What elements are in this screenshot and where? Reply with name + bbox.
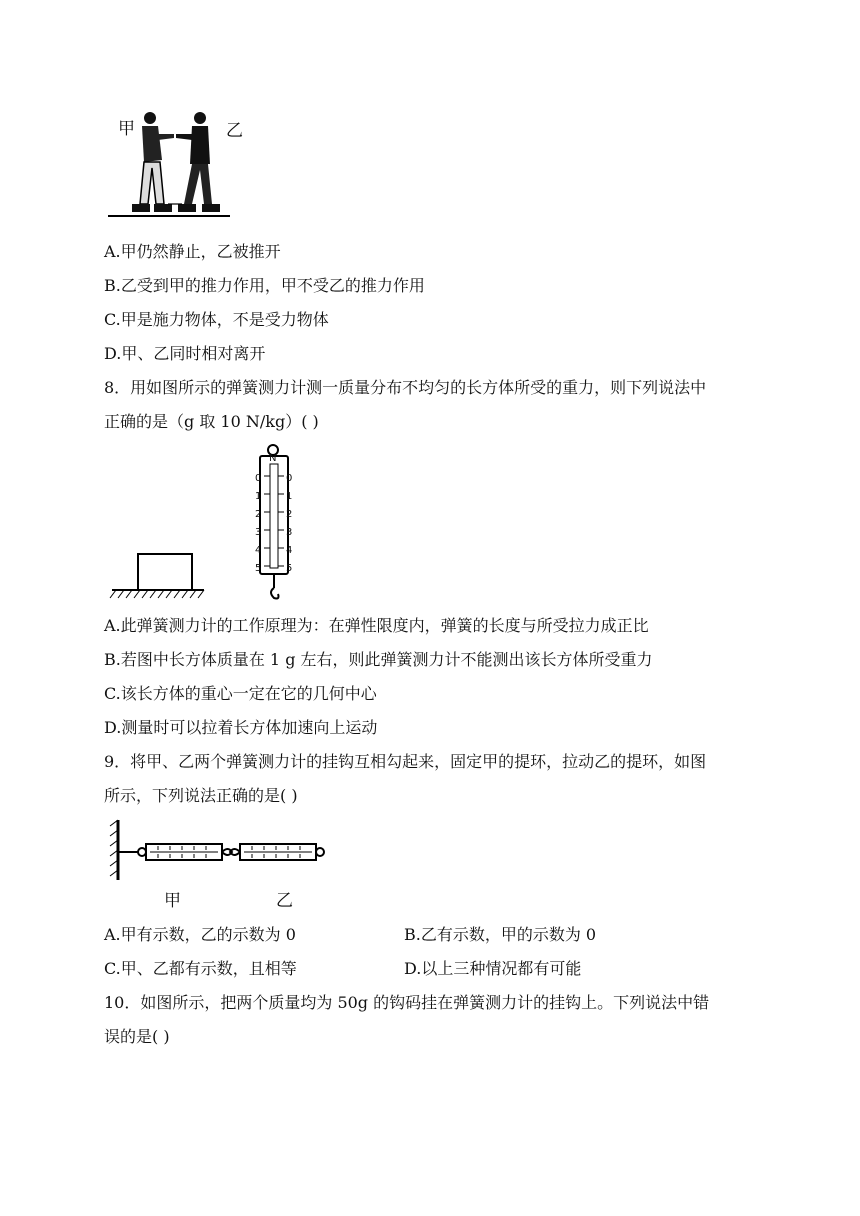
q8-option-a: A.此弹簧测力计的工作原理为：在弹性限度内，弹簧的长度与所受拉力成正比 bbox=[104, 616, 649, 635]
figure-q7-pushing bbox=[104, 104, 243, 224]
q7-option-d: D.甲、乙同时相对离开 bbox=[104, 344, 266, 363]
label-jia-q9: 甲 bbox=[164, 891, 181, 911]
q9-option-c: C.甲、乙都有示数，且相等 bbox=[104, 959, 297, 978]
q8-option-c: C.该长方体的重心一定在它的几何中心 bbox=[104, 684, 377, 703]
tick-2: 2 bbox=[286, 509, 293, 520]
tick-4: 4 bbox=[255, 545, 262, 556]
q10-stem-line2: 误的是( ) bbox=[104, 1027, 170, 1046]
tick-1: 1 bbox=[255, 491, 262, 502]
figure-q9 bbox=[104, 818, 344, 913]
q10-stem-line1: 10．如图所示，把两个质量均为 50g 的钩码挂在弹簧测力计的挂钩上。下列说法中错 bbox=[104, 993, 710, 1012]
label-yi: 乙 bbox=[226, 121, 243, 141]
q8-option-d: D.测量时可以拉着长方体加速向上运动 bbox=[104, 718, 378, 737]
tick-3: 3 bbox=[286, 527, 293, 538]
q9-stem-line2: 所示，下列说法正确的是( ) bbox=[104, 786, 298, 805]
figure-q8 bbox=[104, 442, 304, 607]
tick-2: 2 bbox=[255, 509, 262, 520]
q7-option-a: A.甲仍然静止，乙被推开 bbox=[104, 242, 281, 261]
scale-ticks-left bbox=[255, 470, 261, 578]
tick-0: 0 bbox=[286, 473, 293, 484]
q7-option-c: C.甲是施力物体，不是受力物体 bbox=[104, 310, 329, 329]
scale-unit-label: N bbox=[269, 453, 277, 464]
q8-stem-line2: 正确的是（g 取 10 N/kg）( ) bbox=[104, 412, 319, 431]
label-jia: 甲 bbox=[118, 119, 135, 139]
scale-ticks-right bbox=[286, 470, 292, 578]
q9-option-d: D.以上三种情况都有可能 bbox=[404, 959, 582, 978]
tick-1: 1 bbox=[286, 491, 293, 502]
q8-option-b: B.若图中长方体质量在 1 g 左右，则此弹簧测力计不能测出该长方体所受重力 bbox=[104, 650, 653, 669]
tick-0: 0 bbox=[255, 473, 262, 484]
q7-option-b: B.乙受到甲的推力作用，甲不受乙的推力作用 bbox=[104, 276, 425, 295]
q9-stem-line1: 9．将甲、乙两个弹簧测力计的挂钩互相勾起来，固定甲的提环，拉动乙的提环，如图 bbox=[104, 752, 707, 771]
tick-4: 4 bbox=[286, 545, 293, 556]
label-yi-q9: 乙 bbox=[276, 891, 293, 911]
q9-option-b: B.乙有示数，甲的示数为 0 bbox=[404, 925, 597, 944]
two-spring-scales bbox=[104, 818, 344, 888]
tick-5: 5 bbox=[286, 563, 293, 574]
block-on-ground bbox=[104, 442, 304, 607]
q9-option-a: A.甲有示数，乙的示数为 0 bbox=[104, 925, 296, 944]
tick-3: 3 bbox=[255, 527, 262, 538]
tick-5: 5 bbox=[255, 563, 262, 574]
q8-stem-line1: 8．用如图所示的弹簧测力计测一质量分布不均匀的长方体所受的重力，则下列说法中 bbox=[104, 378, 707, 397]
